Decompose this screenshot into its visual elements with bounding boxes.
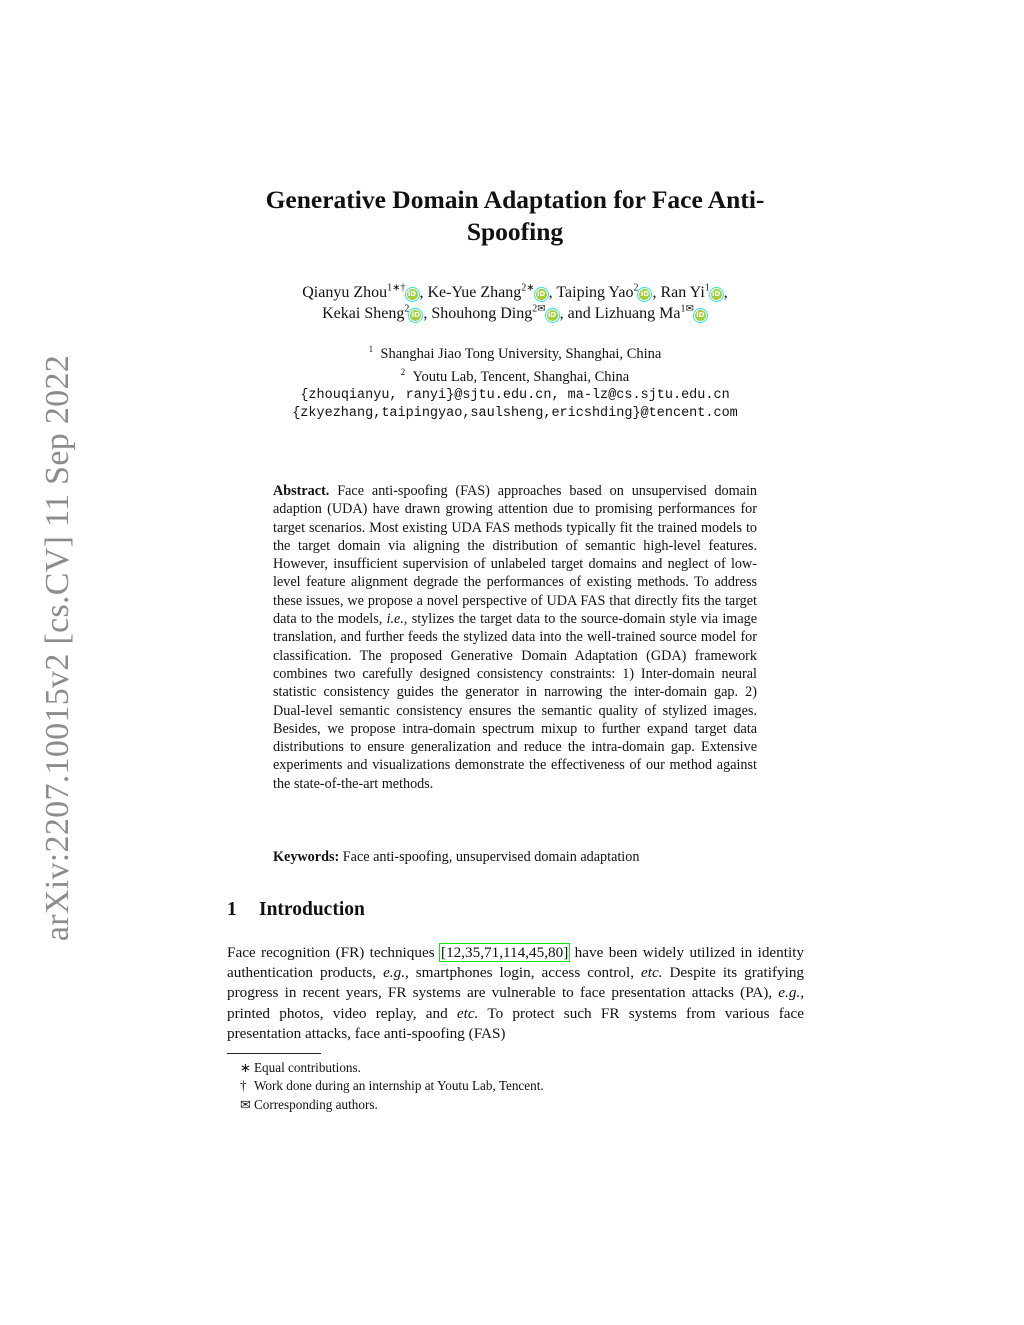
footnote-mark: † xyxy=(240,1078,247,1094)
affiliation-line xyxy=(230,340,800,363)
author-name: Ran Yi xyxy=(660,284,705,301)
author-affiliation-marker: 2 xyxy=(633,282,639,294)
keywords-label: Keywords: xyxy=(273,849,340,865)
author-affiliation-marker: 2✉ xyxy=(532,303,546,315)
footnote-divider xyxy=(227,1053,321,1054)
envelope-icon: ✉ xyxy=(240,1096,252,1112)
author-name: Taiping Yao xyxy=(556,284,634,301)
author-separator: , xyxy=(548,284,557,301)
intro-text: To protect such FR systems from various face presentation attacks, face anti-spoofing (FAS) xyxy=(227,1004,804,1042)
author-separator: , xyxy=(723,284,728,301)
author-name: Kekai Sheng xyxy=(322,305,405,322)
intro-eg: e.g., xyxy=(383,964,409,982)
abstract xyxy=(273,482,757,793)
orcid-icon[interactable]: iD xyxy=(696,311,705,319)
author-separator: , xyxy=(419,284,428,301)
orcid-icon[interactable]: iD xyxy=(548,311,557,319)
footnote xyxy=(240,1096,800,1114)
author-separator: , xyxy=(423,305,432,322)
intro-text: smartphones login, access control, xyxy=(415,964,635,982)
footnote-text: Work done during an internship at Youtu Lab, Tencent. xyxy=(254,1078,544,1094)
author-separator: , and xyxy=(559,305,595,322)
section-number: 1 xyxy=(227,899,237,920)
author-name: Lizhuang Ma xyxy=(594,305,681,322)
abstract-label: Abstract. xyxy=(273,483,330,499)
footnotes xyxy=(240,1059,800,1114)
affiliation-text: Shanghai Jiao Tong University, Shanghai, China xyxy=(380,345,662,362)
abstract-ie: i.e., xyxy=(386,611,408,628)
author-affiliation-marker: 2 xyxy=(404,303,410,315)
affiliation-marker: 1 xyxy=(368,344,374,354)
intro-etc: etc. xyxy=(641,964,663,982)
author-affiliation-marker: 1 xyxy=(704,282,710,294)
author-name: Shouhong Ding xyxy=(431,305,533,322)
paper-title: Generative Domain Adaptation for Face Anti-Spoofing xyxy=(265,185,765,246)
author-list xyxy=(240,282,790,324)
intro-text: have been widely utilized in identity authentication products, xyxy=(227,944,805,982)
intro-text: Face recognition (FR) techniques xyxy=(227,944,435,961)
affiliation-block xyxy=(230,340,800,424)
author-name: Qianyu Zhou xyxy=(302,284,388,301)
affiliation-marker: 2 xyxy=(400,367,406,378)
orcid-icon[interactable]: iD xyxy=(411,311,420,319)
introduction-paragraph xyxy=(227,943,804,1044)
footnote-text: Equal contributions. xyxy=(254,1060,361,1075)
intro-etc: etc. xyxy=(456,1004,479,1022)
footnote xyxy=(240,1059,800,1077)
author-affiliation-marker: 1✉ xyxy=(680,303,694,315)
orcid-icon[interactable]: iD xyxy=(407,290,417,298)
arxiv-margin-identifier: arXiv:2207.10015v2 [cs.CV] 11 Sep 2022 xyxy=(39,354,76,942)
author-name: Ke-Yue Zhang xyxy=(427,284,522,301)
section-title: Introduction xyxy=(259,899,365,920)
affiliation-line xyxy=(230,363,800,386)
orcid-icon[interactable]: iD xyxy=(640,290,650,298)
author-affiliation-marker: 1∗† xyxy=(387,282,406,294)
abstract-text: Face anti-spoofing (FAS) approaches based on unsupervised domain adaption (UDA) have drawn growing attention due to promising performances for target scenarios. Most existing UDA FAS methods typically fit the trained models to the target domain via aligning the distribution of semantic high-level features. However, insufficient supervision of unlabeled target domains and neglect of low-level feature alignment degrade the performances of existing methods. To address these issues, we propose a novel perspective of UDA FAS that directly fits the target data to the models, xyxy=(273,483,757,628)
affiliation-text: Youtu Lab, Tencent, Shanghai, China xyxy=(412,369,630,386)
abstract-text: stylizes the target data to the source-domain style via image translation, and further feeds the stylized data into the well-trained source model for classification. The proposed Generative Domain Adaptation (GDA) framework combines two carefully designed consistency constraints: 1) Inter-domain neural statistic consistency guides the generator in narrowing the inter-domain gap. 2) Dual-level semantic consistency ensures the semantic quality of stylized images. Besides, we propose intra-domain spectrum mixup to further expand target data distributions to ensure generalization and reduce the intra-domain gap. Extensive experiments and visualizations demonstrate the effectiveness of our method against the state-of-the-art methods. xyxy=(273,611,758,792)
orcid-icon[interactable]: iD xyxy=(712,290,721,298)
author-affiliation-marker: 2∗ xyxy=(521,282,535,294)
citation-link[interactable]: [12,35,71,114,45,80] xyxy=(441,944,569,961)
intro-text: printed photos, video replay, and xyxy=(227,1004,448,1022)
orcid-icon[interactable]: iD xyxy=(537,290,546,298)
intro-text: Despite its gratifying progress in recent years, FR systems are vulnerable to face presentation attacks (PA), xyxy=(227,964,805,1002)
footnote-mark: ∗ xyxy=(240,1060,252,1075)
intro-eg: e.g., xyxy=(778,984,805,1002)
footnote xyxy=(240,1077,800,1095)
keywords-text: Face anti-spoofing, unsupervised domain adaptation xyxy=(342,849,640,865)
email-line[interactable]: {zkyezhang,taipingyao,saulsheng,ericshding}@tencent.com xyxy=(292,406,738,422)
email-line[interactable]: {zhouqianyu, ranyi}@sjtu.edu.cn, ma-lz@cs.sjtu.edu.cn xyxy=(300,387,730,403)
author-separator: , xyxy=(652,284,661,301)
keywords xyxy=(273,848,757,866)
section-heading xyxy=(227,898,365,922)
footnote-text: Corresponding authors. xyxy=(254,1096,378,1112)
